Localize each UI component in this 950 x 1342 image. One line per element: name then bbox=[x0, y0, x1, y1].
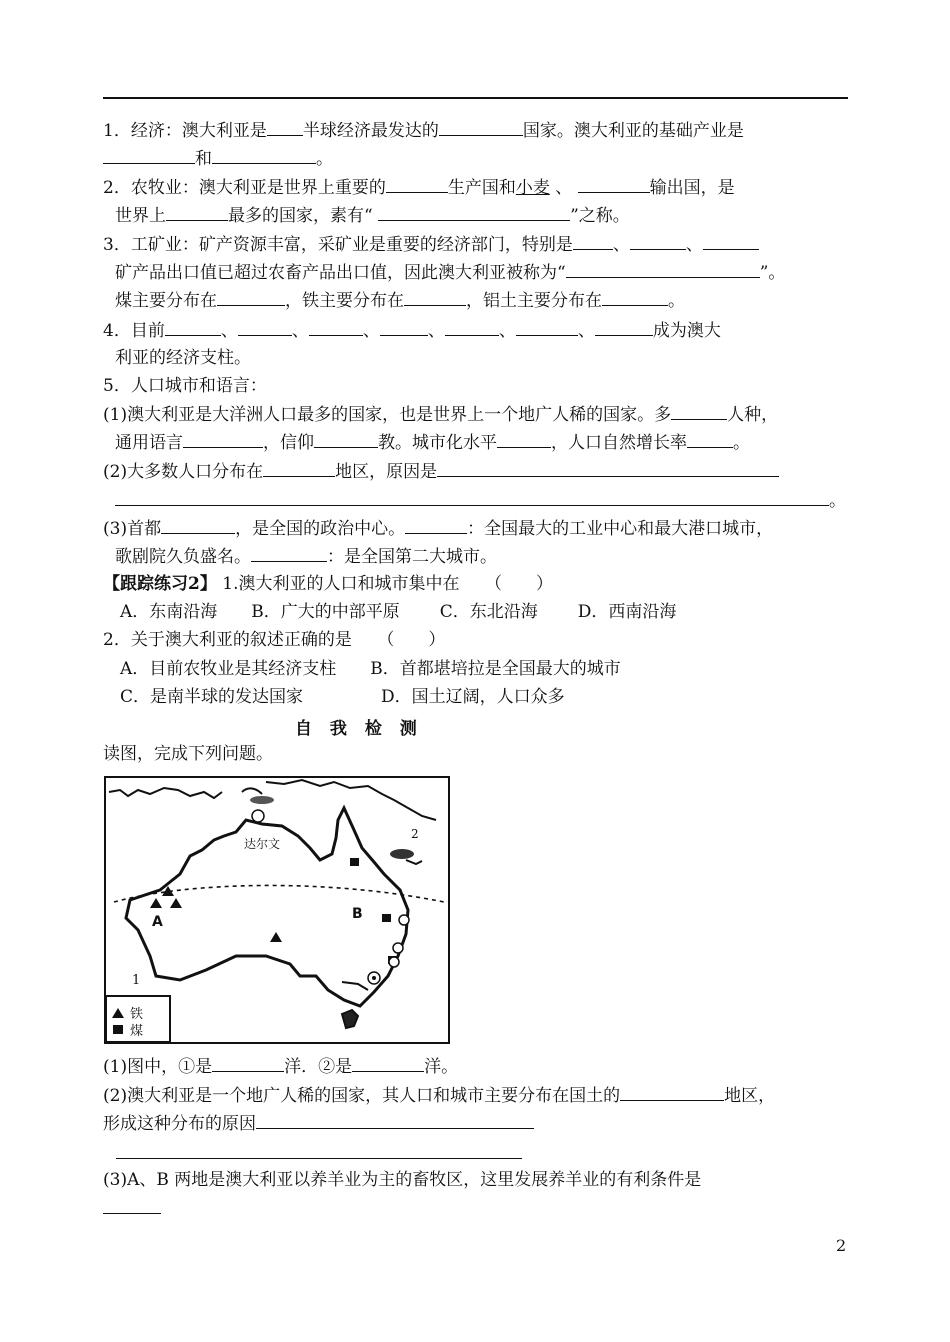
city-newcastle bbox=[393, 943, 403, 953]
blank[interactable] bbox=[671, 402, 727, 420]
option-a[interactable]: A．目前农牧业是其经济支柱 bbox=[120, 659, 337, 679]
q5-text: 歌剧院久负盛名。 bbox=[115, 547, 251, 567]
q2-line2 bbox=[115, 203, 630, 228]
q2-text: 、 bbox=[555, 178, 573, 198]
island bbox=[250, 796, 274, 804]
island bbox=[390, 849, 414, 859]
q4-sep: 、 bbox=[427, 321, 445, 341]
q1-text: 国家。澳大利亚的基础产业是 bbox=[522, 121, 744, 141]
header-rule bbox=[103, 97, 848, 99]
blank[interactable] bbox=[595, 318, 653, 336]
selftest-q2-cont bbox=[103, 1111, 534, 1136]
q5-p3 bbox=[103, 459, 779, 484]
q5-text: 。 bbox=[733, 433, 750, 453]
new-guinea-coast bbox=[266, 780, 436, 820]
q5-text: ：全国最大的工业中心和最大港口城市， bbox=[467, 519, 774, 539]
q3-text: ，铁主要分布在 bbox=[285, 291, 404, 311]
q3-line3 bbox=[115, 288, 685, 313]
blank[interactable] bbox=[212, 146, 316, 164]
legend-coal-label: 煤 bbox=[130, 1024, 144, 1039]
q2-text: 生产国和 bbox=[447, 178, 516, 198]
q5-text: 。 bbox=[829, 491, 846, 511]
practice-q1 bbox=[103, 572, 553, 596]
blank[interactable] bbox=[251, 544, 327, 562]
q3-text: 、 bbox=[685, 235, 703, 255]
q1-text: 1．经济：澳大利亚是 bbox=[103, 121, 267, 141]
blank[interactable] bbox=[103, 1196, 161, 1214]
q2-text: 小麦 bbox=[515, 178, 550, 198]
q2-text: ”之称。 bbox=[570, 206, 630, 226]
selftest-text: 形成这种分布的原因 bbox=[103, 1114, 256, 1134]
legend-iron-label: 铁 bbox=[130, 1007, 144, 1022]
island-coast bbox=[242, 788, 262, 794]
blank[interactable] bbox=[183, 430, 263, 448]
iron-triangle bbox=[170, 898, 182, 908]
q1-text: 半球经济最发达的 bbox=[302, 121, 439, 141]
option-d[interactable]: D．西南沿海 bbox=[577, 602, 677, 622]
blank[interactable] bbox=[352, 1054, 424, 1072]
q4-text: 利亚的经济支柱。 bbox=[115, 348, 251, 368]
q4-text: 成为澳大 bbox=[652, 321, 721, 341]
city-brisbane bbox=[399, 915, 409, 925]
australia-map bbox=[104, 776, 450, 1044]
region-label-b: B bbox=[352, 906, 363, 922]
q5-text: ：是全国第二大城市。 bbox=[327, 547, 497, 567]
coal-square bbox=[350, 858, 359, 866]
q5-text: (3)首都 bbox=[103, 519, 162, 539]
q5-text: (2)大多数人口分布在 bbox=[103, 462, 264, 482]
selftest-q1 bbox=[103, 1054, 458, 1079]
selftest-text: 洋．②是 bbox=[284, 1057, 353, 1077]
q5-text: ，人口自然增长率 bbox=[551, 433, 687, 453]
q5-text: 地区，原因是 bbox=[335, 462, 438, 482]
coal-square bbox=[382, 914, 391, 922]
q5-text: (1)澳大利亚是大洋洲人口最多的国家，也是世界上一个地广人稀的国家。多 bbox=[103, 405, 672, 425]
q5-p5 bbox=[103, 516, 773, 541]
q3-text: 矿产品出口值已超过农畜产品出口值，因此澳大利亚被称为“ bbox=[115, 263, 566, 283]
q1-line2 bbox=[103, 146, 333, 171]
q2-text: 输出国，是 bbox=[649, 178, 735, 198]
q2-text: 2．农牧业：澳大利亚是世界上重要的 bbox=[103, 178, 386, 198]
island-coast bbox=[109, 788, 222, 798]
practice-q2: 2．关于澳大利亚的叙述正确的是 （ ） bbox=[103, 630, 446, 650]
q3-text: ，铝土主要分布在 bbox=[466, 291, 602, 311]
option-b[interactable]: B．首都堪培拉是全国最大的城市 bbox=[370, 659, 621, 679]
practice-q1-options bbox=[120, 600, 676, 624]
blank[interactable] bbox=[703, 232, 759, 250]
selftest-intro: 读图，完成下列问题。 bbox=[103, 744, 273, 764]
city-sydney bbox=[389, 957, 399, 967]
blank[interactable] bbox=[263, 459, 335, 477]
option-d[interactable]: D．国土辽阔，人口众多 bbox=[381, 687, 565, 707]
blank[interactable] bbox=[386, 175, 448, 193]
option-c[interactable]: C．东北沿海 bbox=[439, 602, 538, 622]
blank[interactable] bbox=[103, 146, 195, 164]
city-darwin bbox=[252, 810, 264, 822]
darwin-label: 达尔文 bbox=[244, 837, 281, 851]
blank[interactable] bbox=[217, 288, 285, 306]
q4-sep: 、 bbox=[577, 321, 595, 341]
q5-text: ，是全国的政治中心。 bbox=[235, 519, 406, 539]
blank[interactable] bbox=[439, 118, 523, 136]
island-coast bbox=[406, 860, 422, 864]
q5-p6 bbox=[115, 544, 497, 569]
tasmania bbox=[342, 1010, 358, 1028]
answer-line[interactable] bbox=[116, 1158, 522, 1159]
option-b[interactable]: B．广大的中部平原 bbox=[251, 602, 400, 622]
blank[interactable] bbox=[578, 175, 650, 193]
q3-text: 3．工矿业：矿产资源丰富，采矿业是重要的经济部门，特别是 bbox=[103, 235, 573, 255]
option-a[interactable]: A．东南沿海 bbox=[120, 602, 218, 622]
q5-p2 bbox=[115, 430, 750, 455]
australia-map-drawing bbox=[106, 778, 448, 1042]
iron-triangle bbox=[150, 898, 162, 908]
blank[interactable] bbox=[256, 1111, 534, 1129]
selftest-text: (1)图中，①是 bbox=[103, 1057, 213, 1077]
selftest-q2 bbox=[103, 1083, 775, 1108]
q3-text: ”。 bbox=[759, 263, 786, 283]
q4-line1 bbox=[103, 318, 721, 343]
blank[interactable] bbox=[602, 288, 668, 306]
blank[interactable] bbox=[566, 260, 760, 278]
page-number: 2 bbox=[836, 1236, 847, 1255]
q5-p1 bbox=[103, 402, 778, 427]
q5-text: ，信仰 bbox=[263, 433, 314, 453]
river bbox=[342, 982, 368, 990]
q4-sep: 、 bbox=[362, 321, 380, 341]
blank[interactable] bbox=[630, 232, 686, 250]
blank[interactable] bbox=[573, 232, 613, 250]
ocean-label-1: 1 bbox=[132, 973, 141, 988]
ocean-label-2: 2 bbox=[411, 827, 419, 841]
blank[interactable] bbox=[212, 1054, 284, 1072]
practice-q2-options-row2 bbox=[120, 685, 565, 709]
blank[interactable] bbox=[378, 203, 570, 221]
q2-line1 bbox=[103, 175, 735, 200]
practice-q2-options-row1 bbox=[120, 657, 621, 681]
q2-text: 最多的国家，素有“ bbox=[228, 206, 373, 226]
iron-triangle bbox=[270, 932, 282, 942]
blank[interactable] bbox=[309, 318, 363, 336]
section-title: 自 我 检 测 bbox=[295, 719, 423, 739]
selftest-text: (2)澳大利亚是一个地广人稀的国家，其人口和城市主要分布在国土的 bbox=[103, 1086, 621, 1106]
blank[interactable] bbox=[516, 318, 578, 336]
legend-coal-icon bbox=[113, 1025, 123, 1034]
blank[interactable] bbox=[437, 459, 779, 477]
q5-text: 人种， bbox=[727, 405, 779, 425]
q1-text: 和 bbox=[195, 149, 212, 169]
blank[interactable] bbox=[405, 516, 467, 534]
capital-dot bbox=[372, 976, 376, 980]
blank[interactable] bbox=[115, 488, 829, 506]
q5-text: 通用语言 bbox=[115, 433, 183, 453]
q4-line2 bbox=[115, 346, 251, 370]
q4-sep: 、 bbox=[220, 321, 238, 341]
blank[interactable] bbox=[497, 430, 551, 448]
selftest-text: (3)A、B 两地是澳大利亚以养羊业为主的畜牧区，这里发展养羊业的有利条件是 bbox=[103, 1170, 702, 1190]
q4-sep: 、 bbox=[291, 321, 309, 341]
q5-text: 教。城市化水平 bbox=[378, 433, 497, 453]
q4-sep: 、 bbox=[498, 321, 516, 341]
option-c[interactable]: C．是南半球的发达国家 bbox=[120, 687, 304, 707]
blank[interactable] bbox=[267, 118, 303, 136]
blank[interactable] bbox=[165, 318, 221, 336]
blank[interactable] bbox=[380, 318, 428, 336]
selftest-text: 洋。 bbox=[424, 1057, 459, 1077]
q5-head: 5．人口城市和语言： bbox=[103, 376, 267, 396]
selftest-q3 bbox=[103, 1168, 701, 1192]
practice-label: 【跟踪练习2】 bbox=[103, 574, 217, 594]
selftest-q3-cont bbox=[103, 1196, 161, 1221]
q5-p4 bbox=[115, 488, 846, 513]
blank[interactable] bbox=[687, 430, 733, 448]
blank[interactable] bbox=[161, 516, 235, 534]
blank[interactable] bbox=[620, 1083, 724, 1101]
q1-text: 。 bbox=[316, 149, 333, 169]
q1-line1 bbox=[103, 118, 744, 143]
selftest-text: 地区， bbox=[724, 1086, 776, 1106]
blank[interactable] bbox=[314, 430, 378, 448]
blank[interactable] bbox=[445, 318, 499, 336]
region-label-a: A bbox=[152, 914, 163, 930]
q3-line1 bbox=[103, 232, 759, 257]
practice-question: 1.澳大利亚的人口和城市集中在 （ ） bbox=[222, 574, 553, 594]
q3-line2 bbox=[115, 260, 785, 285]
q3-text: 、 bbox=[612, 235, 630, 255]
blank[interactable] bbox=[404, 288, 466, 306]
q2-text: 世界上 bbox=[115, 206, 166, 226]
q3-text: 煤主要分布在 bbox=[115, 291, 217, 311]
blank[interactable] bbox=[238, 318, 292, 336]
q3-text: 。 bbox=[668, 291, 685, 311]
blank[interactable] bbox=[166, 203, 228, 221]
q4-text: 4．目前 bbox=[103, 321, 165, 341]
